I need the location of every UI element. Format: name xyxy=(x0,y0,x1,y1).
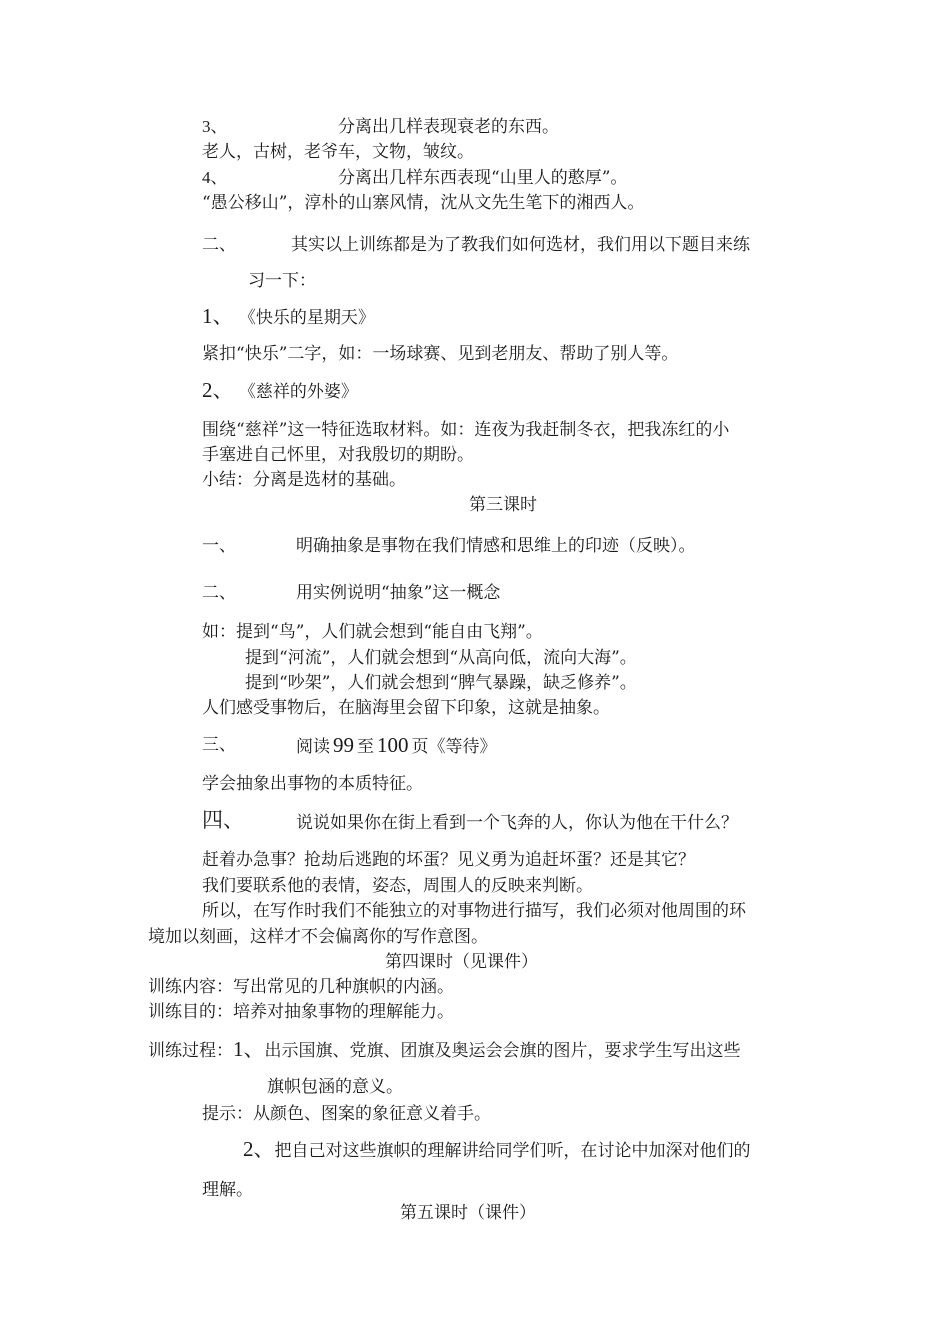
topic-item-1 xyxy=(202,306,375,328)
item-text: 分离出几样表现衰老的东西。 xyxy=(338,117,559,137)
training-process xyxy=(148,1039,741,1061)
training-content: 训练内容：写出常见的几种旗帜的内涵。 xyxy=(148,977,454,997)
section-heading-2 xyxy=(202,235,750,255)
paragraph: “愚公移山”，淳朴的山寨风情，沈从文先生笔下的湘西人。 xyxy=(202,193,645,213)
paragraph: 老人，古树，老爷车，文物，皱纹。 xyxy=(202,142,474,162)
item-number: 1、 xyxy=(202,304,234,328)
step-number: 1、 xyxy=(233,1037,265,1061)
section-number: 一、 xyxy=(202,536,236,556)
text-segment: 页《等待》 xyxy=(411,737,497,757)
lesson-heading: 第三课时 xyxy=(469,495,537,515)
paragraph: 习一下： xyxy=(248,271,316,291)
item-number: 2、 xyxy=(202,378,234,402)
page-number: 100 xyxy=(377,733,409,757)
hint: 提示：从颜色、图案的象征意义着手。 xyxy=(202,1104,491,1124)
lesson-heading: 第四课时（见课件） xyxy=(385,952,538,972)
paragraph: 如：提到“鸟”，人们就会想到“能自由飞翔”。 xyxy=(202,622,543,642)
page-number: 99 xyxy=(333,733,354,757)
paragraph: 境加以刻画，这样才不会偏离你的写作意图。 xyxy=(148,927,488,947)
section-text xyxy=(296,735,497,757)
paragraph: 理解。 xyxy=(202,1180,253,1200)
section-heading-1 xyxy=(202,536,696,556)
section-heading-2 xyxy=(202,583,501,603)
topic-item-2 xyxy=(202,380,358,402)
section-heading-3 xyxy=(202,733,497,757)
paragraph: 围绕“慈祥”这一特征选取材料。如：连夜为我赶制冬衣，把我冻红的小 xyxy=(202,420,730,440)
section-text: 其实以上训练都是为了教我们如何选材，我们用以下题目来练 xyxy=(291,235,750,255)
lesson-heading: 第五课时（课件） xyxy=(400,1203,536,1223)
section-heading-4 xyxy=(202,808,738,833)
paragraph: 我们要联系他的表情，姿态，周围人的反映来判断。 xyxy=(202,876,593,896)
section-text: 用实例说明“抽象”这一概念 xyxy=(296,583,501,603)
paragraph: 手塞进自己怀里，对我殷切的期盼。 xyxy=(202,445,474,465)
item-text: 《快乐的星期天》 xyxy=(238,308,375,328)
text-segment: 至 xyxy=(357,737,374,757)
list-item-4 xyxy=(202,168,628,188)
process-step-2 xyxy=(243,1139,751,1161)
step-text: 把自己对这些旗帜的理解讲给同学们听，在讨论中加深对他们的 xyxy=(274,1141,751,1161)
list-item-3 xyxy=(202,117,559,137)
section-number: 三、 xyxy=(202,735,236,755)
paragraph: 所以，在写作时我们不能独立的对事物进行描写，我们必须对他周围的环 xyxy=(202,901,746,921)
step-text: 出示国旗、党旗、团旗及奥运会会旗的图片，要求学生写出这些 xyxy=(264,1041,741,1061)
paragraph: 紧扣“快乐”二字，如：一场球赛、见到老朋友、帮助了别人等。 xyxy=(202,344,679,364)
section-number: 二、 xyxy=(202,583,236,603)
item-text: 分离出几样东西表现“山里人的憨厚”。 xyxy=(338,168,628,188)
paragraph: 旗帜包涵的意义。 xyxy=(267,1077,403,1097)
section-text: 明确抽象是事物在我们情感和思维上的印迹（反映）。 xyxy=(296,536,696,556)
paragraph: 学会抽象出事物的本质特征。 xyxy=(202,774,423,794)
paragraph: 人们感受事物后，在脑海里会留下印象，这就是抽象。 xyxy=(202,698,610,718)
item-number: 4、 xyxy=(202,168,228,187)
item-text: 《慈祥的外婆》 xyxy=(238,382,358,402)
summary: 小结：分离是选材的基础。 xyxy=(202,470,406,490)
step-number: 2、 xyxy=(243,1137,275,1161)
text-segment: 阅读 xyxy=(296,737,330,757)
process-label: 训练过程： xyxy=(148,1041,233,1061)
paragraph: 提到“河流”，人们就会想到“从高向低，流向大海”。 xyxy=(245,648,637,668)
paragraph: 提到“吵架”，人们就会想到“脾气暴躁，缺乏修养”。 xyxy=(245,673,637,693)
section-text: 说说如果你在街上看到一个飞奔的人，你认为他在干什么？ xyxy=(296,813,738,833)
paragraph: 赶着办急事？抢劫后逃跑的坏蛋？见义勇为追赶坏蛋？还是其它？ xyxy=(202,850,695,870)
training-goal: 训练目的：培养对抽象事物的理解能力。 xyxy=(148,1002,454,1022)
section-number: 二、 xyxy=(202,235,236,255)
item-number: 3、 xyxy=(202,117,228,136)
section-number: 四、 xyxy=(202,808,244,832)
